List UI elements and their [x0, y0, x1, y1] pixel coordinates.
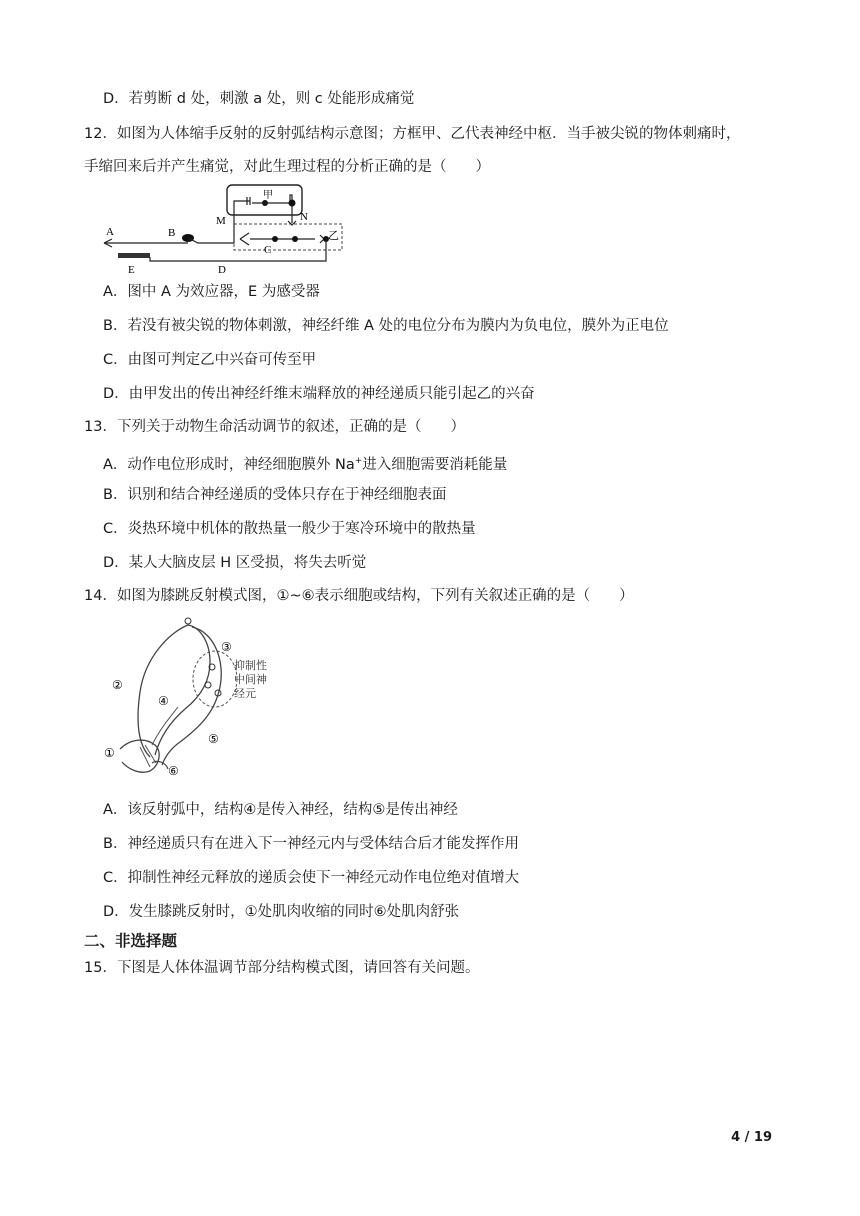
neuron-inner: [155, 625, 210, 755]
q14-option-d: D．发生膝跳反射时，①处肌肉收缩的同时⑥处肌肉舒张: [103, 904, 460, 920]
q12-option-c: C．由图可判定乙中兴奋可传至甲: [103, 352, 317, 368]
label-2: ②: [112, 678, 123, 692]
q14-option-c: C．抑制性神经元释放的递质会使下一神经元动作电位绝对值增大: [103, 870, 520, 886]
neuron-4: [152, 707, 178, 745]
q13-stem: 13．下列关于动物生命活动调节的叙述，正确的是（ ）: [84, 419, 465, 435]
label-N: N: [300, 211, 308, 223]
label-C: C: [264, 244, 272, 256]
muscle-1: [120, 740, 159, 772]
q13-option-c: C．炎热环境中机体的散热量一般少于寒冷环境中的散热量: [103, 521, 476, 537]
label-6: ⑥: [168, 764, 179, 778]
label-A: A: [106, 226, 114, 238]
reflex-arc-figure: [100, 183, 350, 278]
page-number: 4 / 19: [731, 1130, 772, 1145]
q15-stem: 15．下图是人体体温调节部分结构模式图，请回答有关问题。: [84, 960, 480, 976]
label-4: ④: [158, 694, 169, 708]
q12-stem-line2: 手缩回来后并产生痛觉，对此生理过程的分析正确的是（ ）: [84, 159, 490, 175]
q13-option-a: [103, 451, 507, 475]
q13-option-d: D．某人大脑皮层 H 区受损，将失去听觉: [103, 555, 367, 571]
q14-stem: 14．如图为膝跳反射模式图，①~⑥表示细胞或结构，下列有关叙述正确的是（ ）: [84, 588, 634, 604]
afferent-fiber: [104, 239, 188, 247]
label-jia: 甲: [263, 190, 273, 201]
label-E: E: [128, 264, 135, 276]
knee-jerk-reflex-figure: [100, 617, 310, 782]
q13-option-a-sup: +: [354, 456, 363, 466]
label-yi: 乙: [328, 230, 339, 242]
label-B: B: [168, 227, 176, 239]
q13-option-b: B．识别和结合神经递质的受体只存在于神经细胞表面: [103, 487, 447, 503]
label-inhibitory-2: 中间神: [234, 673, 267, 686]
effector-E: [118, 253, 150, 258]
q12-option-b: B．若没有被尖锐的物体刺激，神经纤维 A 处的电位分布为膜内为负电位，膜外为正电位: [103, 318, 669, 334]
q13-option-a-post: 进入细胞需要消耗能量: [362, 456, 508, 473]
inhibitory-interneuron-outline: [193, 651, 237, 707]
q12-stem-line1: 12．如图为人体缩手反射的反射弧结构示意图；方框甲、乙代表神经中枢．当手被尖锐的物体刺痛时，: [84, 126, 741, 142]
q13-option-a-pre: A．动作电位形成时，神经细胞膜外 Na: [103, 456, 355, 473]
section-heading: 二、非选择题: [84, 932, 178, 950]
label-M: M: [216, 215, 226, 227]
neuron-2-left: [138, 625, 188, 757]
label-1: ①: [104, 746, 115, 760]
label-D: D: [218, 264, 226, 276]
label-inhibitory-1: 抑制性: [234, 659, 267, 672]
q12-option-d: D．由甲发出的传出神经纤维末端释放的神经递质只能引起乙的兴奋: [103, 386, 535, 402]
q12-option-a: A．图中 A 为效应器，E 为感受器: [103, 284, 320, 300]
label-5: ⑤: [208, 732, 219, 746]
q11-option-d: D．若剪断 d 处，刺激 a 处，则 c 处能形成痛觉: [103, 91, 415, 107]
q14-option-a: A．该反射弧中，结构④是传入神经，结构⑤是传出神经: [103, 802, 458, 818]
label-inhibitory-3: 经元: [234, 687, 256, 700]
q14-option-b: B．神经递质只有在进入下一神经元内与受体结合后才能发挥作用: [103, 836, 519, 852]
label-3: ③: [221, 640, 232, 654]
